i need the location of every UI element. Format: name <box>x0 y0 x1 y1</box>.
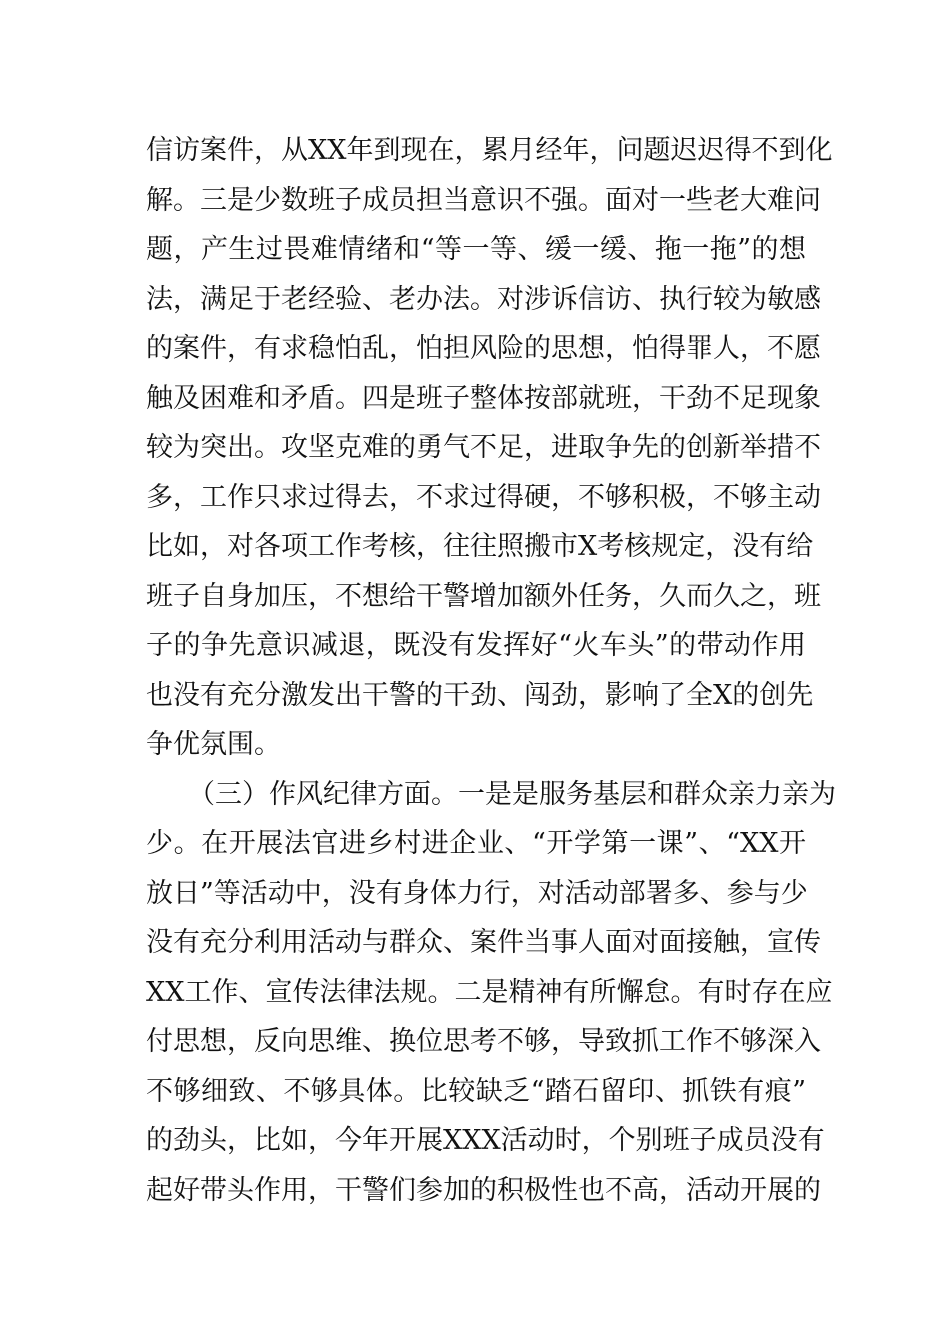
text-line: 信访案件，从XX年到现在，累月经年，问题迟迟得不到化 <box>146 135 833 166</box>
body-text <box>146 126 836 1215</box>
text-line: 也没有充分激发出干警的干劲、闯劲，影响了全X的创先 <box>146 679 814 711</box>
text-line: 触及困难和矛盾。四是班子整体按部就班，干劲不足现象 <box>146 382 821 414</box>
text-line: XX工作、宣传法律法规。二是精神有所懈怠。有时存在应 <box>146 976 833 1008</box>
paragraph-end-line: 争优氛围。 <box>146 729 281 760</box>
text-line: 起好带头作用，干警们参加的积极性也不高，活动开展的 <box>146 1174 821 1206</box>
text-line: 多，工作只求过得去，不求过得硬，不够积极，不够主动 <box>146 481 821 513</box>
text-line: 解。三是少数班子成员担当意识不强。面对一些老大难问 <box>146 184 821 216</box>
text-line: 子的争先意识减退，既没有发挥好“火车头”的带动作用 <box>146 630 806 661</box>
text-line: 比如，对各项工作考核，往往照搬市X考核规定，没有给 <box>146 531 814 562</box>
text-line: 没有充分利用活动与群众、案件当事人面对面接触，宣传 <box>146 927 821 958</box>
text-line: 的案件，有求稳怕乱，怕担风险的思想，怕得罪人，不愿 <box>146 333 821 364</box>
text-line: 较为突出。攻坚克难的勇气不足，进取争先的创新举措不 <box>146 432 821 463</box>
text-line: 放日”等活动中，没有身体力行，对活动部署多、参与少 <box>146 877 808 909</box>
section-heading-line: （三）作风纪律方面。一是是服务基层和群众亲力亲为 <box>188 778 836 810</box>
text-line: 不够细致、不够具体。比较缺乏“踏石留印、抓铁有痕” <box>146 1075 806 1107</box>
text-line: 少。在开展法官进乡村进企业、“开学第一课”、“XX开 <box>146 828 806 859</box>
text-line: 付思想，反向思维、换位思考不够，导致抓工作不够深入 <box>146 1026 821 1057</box>
text-line: 题，产生过畏难情绪和“等一等、缓一缓、拖一拖”的想 <box>146 234 806 265</box>
text-line: 的劲头，比如，今年开展XXX活动时，个别班子成员没有 <box>146 1125 825 1156</box>
text-line: 法，满足于老经验、老办法。对涉诉信访、执行较为敏感 <box>146 283 821 315</box>
text-line: 班子自身加压，不想给干警增加额外任务，久而久之，班 <box>146 580 821 612</box>
